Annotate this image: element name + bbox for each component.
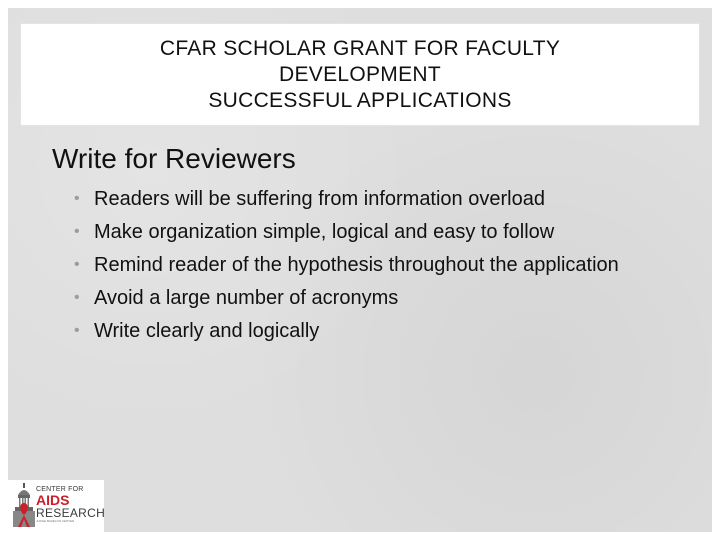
bullet-text: Remind reader of the hypothesis throughout the application	[94, 254, 619, 276]
bullet-dot-icon: •	[74, 322, 80, 339]
bullet-item	[72, 286, 692, 310]
logo-wordmark	[36, 486, 105, 523]
bullet-dot-icon: •	[74, 256, 80, 273]
bullet-text: Make organization simple, logical and easy to follow	[94, 221, 555, 243]
section-heading: Write for Reviewers	[52, 143, 296, 174]
logo-line-1: CENTER FOR	[36, 486, 84, 493]
bullet-item	[72, 253, 692, 277]
bullet-text: Readers will be suffering from information overload	[94, 188, 545, 210]
title-box	[20, 23, 700, 126]
capitol-dome-red-ribbon-icon	[12, 483, 36, 529]
bullet-item	[72, 220, 692, 244]
title-line-1: CFAR SCHOLAR GRANT FOR FACULTY	[159, 36, 561, 60]
cfar-logo	[8, 480, 104, 532]
bullet-dot-icon: •	[74, 190, 80, 207]
logo-line-3: RESEARCH	[36, 506, 106, 520]
logo-line-2: AIDS	[36, 492, 70, 508]
bullet-text: Avoid a large number of acronyms	[94, 287, 399, 309]
title-line-2: DEVELOPMENT	[279, 62, 441, 86]
bullet-item	[72, 187, 692, 211]
logo-line-4: JUDGE BAZELON CENTER	[36, 519, 75, 523]
title-line-3: SUCCESSFUL APPLICATIONS	[208, 88, 512, 112]
bullet-dot-icon: •	[74, 289, 80, 306]
bullet-list	[72, 187, 692, 352]
bullet-dot-icon: •	[74, 223, 80, 240]
bullet-text: Write clearly and logically	[94, 320, 320, 342]
bullet-item	[72, 319, 692, 343]
